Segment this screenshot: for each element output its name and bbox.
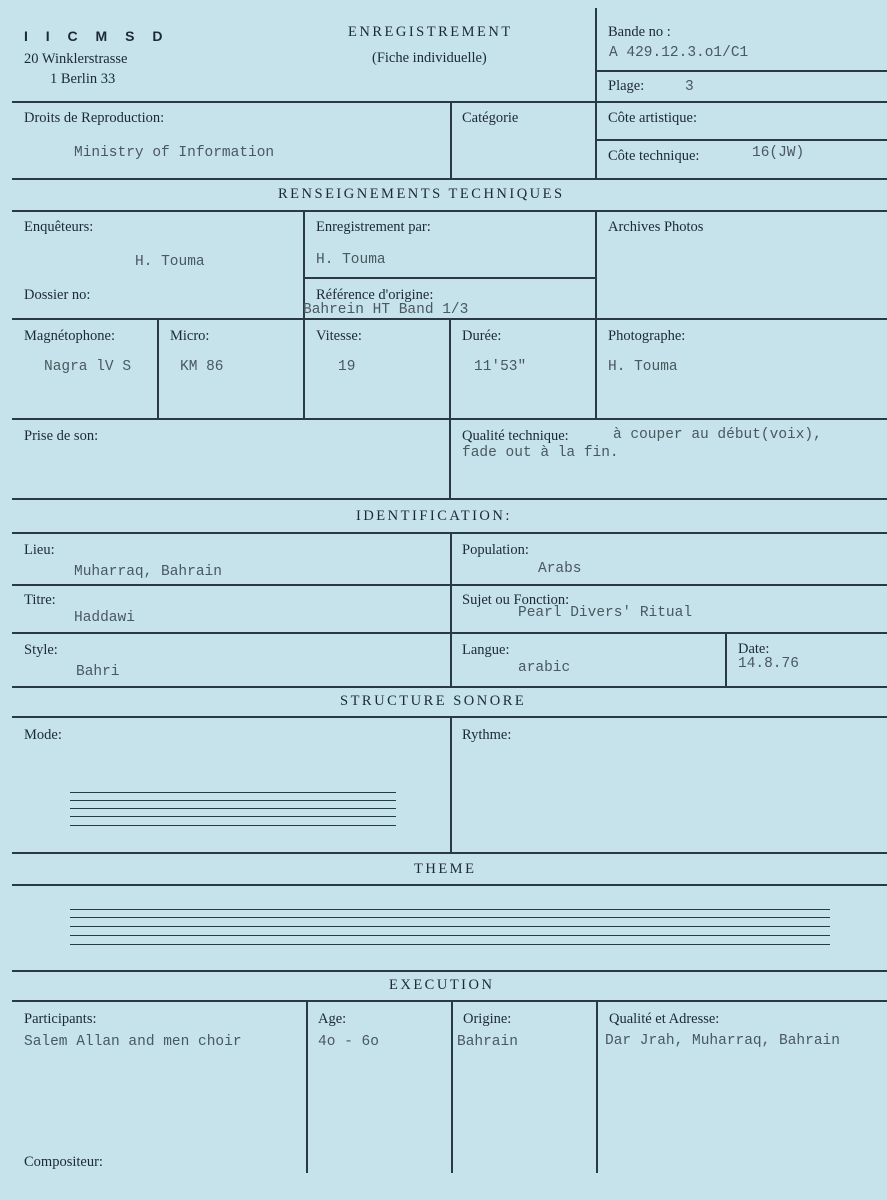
magnetophone-label: Magnétophone: [24, 328, 116, 344]
titre-label: Titre: [24, 592, 56, 608]
rule-execution-heading-bottom [12, 1000, 887, 1002]
population-label: Population: [462, 542, 529, 558]
rule-v-duree [449, 318, 451, 418]
age-value: 4o - 6o [318, 1034, 379, 1050]
rule-v-rythme [450, 716, 452, 852]
origine-label: Origine: [463, 1011, 512, 1027]
lieu-label: Lieu: [24, 542, 55, 558]
sujet-fonction-value: Pearl Divers' Ritual [518, 605, 693, 621]
categorie-label: Catégorie [462, 110, 519, 126]
structure-heading: STRUCTURE SONORE [340, 693, 527, 709]
mode-staff-line [70, 792, 396, 793]
population-value: Arabs [538, 561, 582, 577]
form-title: ENREGISTREMENT [348, 24, 513, 40]
bande-value: A 429.12.3.o1/C1 [609, 45, 749, 61]
magnetophone-value: Nagra lV S [44, 359, 132, 375]
form-subtitle: (Fiche individuelle) [372, 50, 487, 66]
langue-value: arabic [518, 660, 571, 676]
rule-style-bottom [12, 686, 887, 688]
plage-value: 3 [685, 79, 694, 95]
compositeur-label: Compositeur: [24, 1154, 103, 1170]
reference-origine-label: Référence d'origine: [316, 287, 434, 303]
qualite-adresse-value: Dar Jrah, Muharraq, Bahrain [605, 1033, 840, 1049]
cote-artistique-label: Côte artistique: [608, 110, 697, 126]
rights-label: Droits de Reproduction: [24, 110, 165, 126]
rule-theme-bottom [12, 970, 887, 972]
rule-v-qualite [449, 418, 451, 498]
rule-v-exec-qualite [596, 1000, 598, 1173]
theme-staff-line [70, 909, 830, 910]
rule-v-rights-cote [595, 101, 597, 178]
theme-staff-line [70, 944, 830, 945]
qualite-technique-value-line2: fade out à la fin. [462, 445, 619, 461]
technical-heading: RENSEIGNEMENTS TECHNIQUES [278, 186, 565, 202]
titre-value: Haddawi [74, 610, 135, 626]
archives-photos-label: Archives Photos [608, 219, 704, 235]
participants-value: Salem Allan and men choir [24, 1034, 242, 1050]
rule-v-rights-cat [450, 101, 452, 178]
mode-staff-line [70, 825, 396, 826]
org-address-line2: 1 Berlin 33 [50, 71, 116, 87]
rights-value: Ministry of Information [74, 145, 275, 161]
duree-label: Durée: [462, 328, 502, 344]
rule-theme-heading-bottom [12, 884, 887, 886]
mode-label: Mode: [24, 727, 62, 743]
rule-tech-heading-bottom [12, 210, 887, 212]
rule-v-header [595, 8, 597, 101]
theme-staff-line [70, 935, 830, 936]
rule-v-exec-age [306, 1000, 308, 1173]
micro-label: Micro: [170, 328, 210, 344]
cote-technique-label: Côte technique: [608, 148, 700, 164]
photographe-value: H. Touma [608, 359, 678, 375]
style-value: Bahri [76, 664, 120, 680]
rule-v-date [725, 632, 727, 686]
org-name: I I C M S D [24, 28, 170, 44]
enregistrement-par-value: H. Touma [316, 252, 386, 268]
origine-value: Bahrain [457, 1034, 518, 1050]
theme-heading: THEME [414, 861, 477, 877]
rule-cote [596, 139, 887, 141]
qualite-technique-value-line1: à couper au début(voix), [613, 427, 822, 443]
age-label: Age: [318, 1011, 347, 1027]
mode-staff-line [70, 816, 396, 817]
style-label: Style: [24, 642, 58, 658]
theme-staff-line [70, 926, 830, 927]
rule-v-ident [450, 532, 452, 686]
vitesse-value: 19 [338, 359, 356, 375]
enregistrement-par-label: Enregistrement par: [316, 219, 431, 235]
mode-staff-line [70, 808, 396, 809]
plage-label: Plage: [608, 78, 645, 94]
rule-v-micro [157, 318, 159, 418]
lieu-value: Muharraq, Bahrain [74, 564, 222, 580]
enqueteurs-value: H. Touma [135, 254, 205, 270]
qualite-adresse-label: Qualité et Adresse: [609, 1011, 720, 1027]
rule-enregistrement-ref [304, 277, 596, 279]
sujet-fonction-label: Sujet ou Fonction: [462, 592, 570, 608]
dossier-label: Dossier no: [24, 287, 91, 303]
identification-heading: IDENTIFICATION: [356, 508, 512, 524]
enqueteurs-label: Enquêteurs: [24, 219, 94, 235]
cote-technique-value: 16(JW) [752, 145, 805, 161]
theme-staff-line [70, 917, 830, 918]
vitesse-label: Vitesse: [316, 328, 362, 344]
rythme-label: Rythme: [462, 727, 512, 743]
rule-tech-heading-top [12, 178, 887, 180]
rule-mode-bottom [12, 852, 887, 854]
langue-label: Langue: [462, 642, 510, 658]
rule-v-tech-b [595, 210, 597, 418]
date-value: 14.8.76 [738, 656, 799, 672]
rule-v-exec-origine [451, 1000, 453, 1173]
micro-value: KM 86 [180, 359, 224, 375]
org-address-line1: 20 Winklerstrasse [24, 51, 128, 67]
mode-staff-line [70, 800, 396, 801]
rule-bande-plage [596, 70, 887, 72]
execution-heading: EXECUTION [389, 977, 495, 993]
duree-value: 11'53" [474, 359, 527, 375]
bande-label: Bande no : [608, 24, 671, 40]
date-label: Date: [738, 641, 770, 657]
participants-label: Participants: [24, 1011, 97, 1027]
photographe-label: Photographe: [608, 328, 686, 344]
prise-de-son-label: Prise de son: [24, 428, 99, 444]
rule-prise-bottom [12, 498, 887, 500]
reference-origine-value: Bahrein HT Band 1/3 [303, 302, 469, 318]
qualite-technique-label: Qualité technique: [462, 428, 569, 444]
